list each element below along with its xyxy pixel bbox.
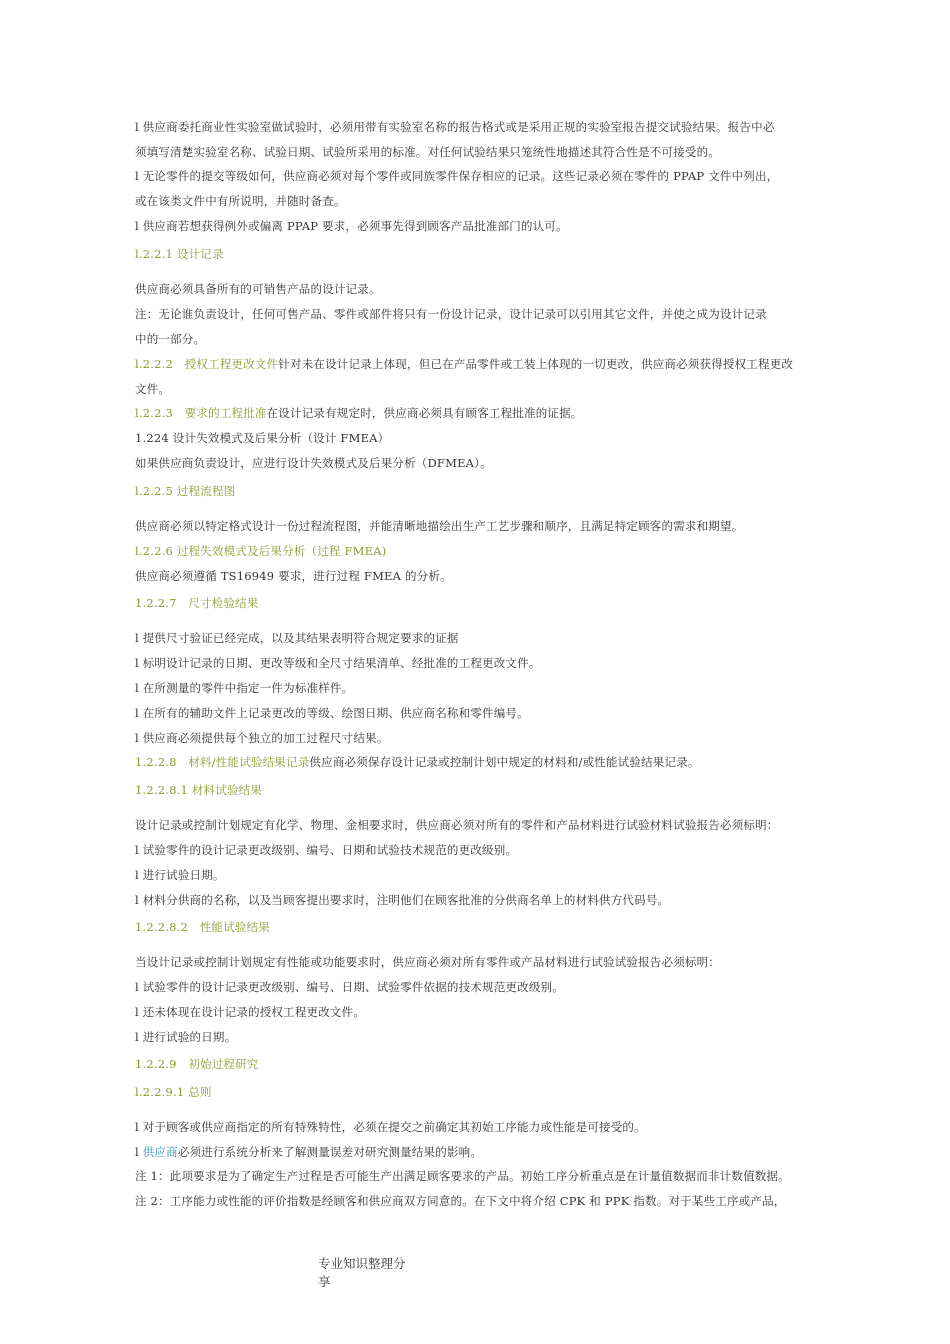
paragraph-material-test: 设计记录或控制计划规定有化学、物理、金相要求时，供应商必须对所有的零件和产品材料进行试验材料试验报告必须标明： [135,818,779,832]
list-item-perf-3: l 进行试验的日期。 [135,1030,237,1044]
note-design-records-line2: 中的一部分。 [135,332,206,346]
list-item-dim-4: l 在所有的辅助文件上记录更改的等级、绘图日期、供应商名称和零件编号。 [135,706,529,720]
list-item-mat-2: l 进行试验日期。 [135,868,225,882]
note-2: 注 2：工序能力或性能的评价指数是经顾客和供应商双方同意的。在下文中将介绍 CPK 和 PPK 指数。对于某些工序或产品， [135,1194,786,1208]
paragraph-lab-results-line1: l 供应商委托商业性实验室做试验时，必须用带有实验室名称的报告格式或是采用正规的实验室报告提交试验结果。报告中必 [135,120,775,134]
list-item-perf-2: l 还未体现在设计记录的授权工程更改文件。 [135,1005,366,1019]
eng-approval-text: 在设计记录有规定时，供应商必须具有顾客工程批准的证据。 [266,406,583,420]
material-records-text: 供应商必须保存设计记录或控制计划中规定的材料和/或性能试验结果记录。 [309,755,700,769]
note-1: 注 1：此项要求是为了确定生产过程是否可能生产出满足顾客要求的产品。初始工序分析重点是在计量值数据而非计数值数据。 [135,1169,790,1183]
list-item-dim-3: l 在所测量的零件中指定一件为标准样件。 [135,681,354,695]
paragraph-special-characteristics: l 对于顾客或供应商指定的所有特殊特性，必须在提交之前确定其初始工序能力或性能是可接受的。 [135,1120,646,1134]
list-item-dim-5: l 供应商必须提供每个独立的加工过程尺寸结果。 [135,731,389,745]
change-docs-text: 针对未在设计记录上体现，但已在产品零件或工装上体现的一切更改，供应商必须获得授权工程更改 [278,357,794,371]
paragraph-dfmea: 如果供应商负责设计，应进行设计失效模式及后果分析（DFMEA）。 [135,456,492,470]
heading-dfmea: 1.224 设计失效模式及后果分析（设计 FMEA） [135,431,390,445]
paragraph-change-docs-line1 [135,356,793,372]
note-design-records-line1: 注：无论谁负责设计，任何可售产品、零件或部件将只有一份设计记录，设计记录可以引用其它文件，并使之成为设计记录 [135,307,767,321]
paragraph-change-docs-line2: 文件。 [135,382,171,396]
footer-line1: 专业知识整理分 [318,1256,406,1271]
list-item-perf-1: l 试验零件的设计记录更改级别、编号、日期、试验零件依据的技术规范更改级别。 [135,980,564,994]
paragraph-records-line2: 或在该类文件中有所说明，并随时备查。 [135,194,346,208]
heading-design-records: l.2.2.1 设计记录 [135,247,224,261]
measurement-analysis-text: 必须进行系统分析来了解测量误差对研究测量结果的影响。 [177,1145,483,1159]
heading-process-flow: l.2.2.5 过程流程图 [135,484,236,498]
heading-pfmea: l.2.2.6 过程失效模式及后果分析（过程 FMEA) [135,544,387,558]
paragraph-records-line1: l 无论零件的提交等级如何，供应商必须对每个零件或同族零件保存相应的记录。这些记录必须在零件的 PPAP 文件中列出， [135,169,779,183]
footer-line2: 享 [318,1274,331,1289]
heading-dimensional-results: 1.2.2.7 尺寸检验结果 [135,596,259,610]
heading-initial-process-study: 1.2.2.9 初始过程研究 [135,1057,259,1071]
paragraph-material-records [135,754,700,770]
list-item-mat-1: l 试验零件的设计记录更改级别、编号、日期和试验技术规范的更改级别。 [135,843,518,857]
supplier-link[interactable]: 供应商 [142,1145,178,1159]
paragraph-performance-test: 当设计记录或控制计划规定有性能或功能要求时，供应商必须对所有零件或产品材料进行试验试验报告必须标明： [135,955,720,969]
heading-performance-test: 1.2.2.8.2 性能试验结果 [135,920,270,934]
heading-material-test: 1.2.2.8.1 材料试验结果 [135,783,263,797]
paragraph-measurement-analysis [135,1144,482,1160]
paragraph-process-flow: 供应商必须以特定格式设计一份过程流程图，并能清晰地描绘出生产工艺步骤和顺序，且满足特定顾客的需求和期望。 [135,519,744,533]
paragraph-pfmea: 供应商必须遵循 TS16949 要求，进行过程 FMEA 的分析。 [135,569,452,583]
list-item-mat-3: l 材料分供商的名称，以及当顾客提出要求时，注明他们在顾客批准的分供商名单上的材料供方代码号。 [135,893,670,907]
heading-eng-approval: l.2.2.3 要求的工程批准 [135,406,267,420]
paragraph-eng-approval [135,405,583,421]
list-item-dim-2: l 标明设计记录的日期、更改等级和全尺寸结果清单、经批准的工程更改文件。 [135,656,541,670]
list-item-dim-1: l 提供尺寸验证已经完成，以及其结果表明符合规定要求的证据 [135,631,459,645]
paragraph-deviation: l 供应商若想获得例外或偏离 PPAP 要求，必须事先得到顾客产品批准部门的认可。 [135,219,568,233]
bullet-marker: l [135,1145,143,1159]
paragraph-design-records: 供应商必须具备所有的可销售产品的设计记录。 [135,282,381,296]
heading-change-docs: l.2.2.2 授权工程更改文件 [135,357,279,371]
heading-material-records: 1.2.2.8 材料/性能试验结果记录 [135,755,310,769]
paragraph-lab-results-line2: 须填写清楚实验室名称、试验日期、试验所采用的标准。对任何试验结果只笼统性地描述其符合性是不可接受的。 [135,145,720,159]
heading-general: l.2.2.9.1 总则 [135,1085,212,1099]
